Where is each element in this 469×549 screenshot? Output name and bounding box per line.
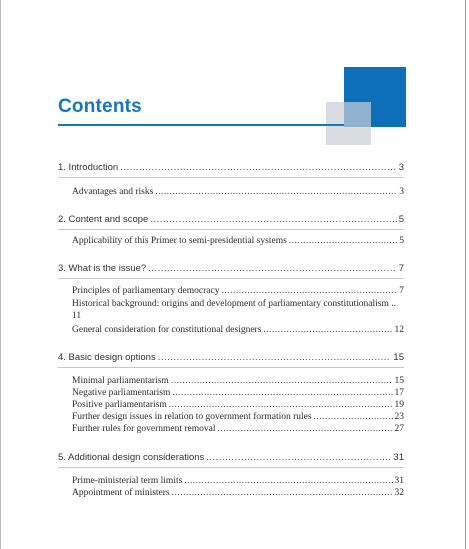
toc-item[interactable]: Prime-ministerial term limits ..... 31 [58,476,404,488]
toc-item-wrapped[interactable]: Historical background: origins and development of parliamentary constitutionalism .. 11 [72,299,396,321]
decorative-square-overlap [344,102,371,127]
toc-item[interactable]: Applicability of this Primer to semi-presidential systems ..... 5 [58,236,404,248]
toc-item[interactable]: Positive parliamentarism ..... 19 [58,400,404,412]
section-divider [58,229,404,230]
toc-heading-content-and-scope[interactable]: 2. Content and scope ..... 5 [58,214,404,226]
toc-heading-basic-design-options[interactable]: 4. Basic design options ..... 15 [58,352,404,364]
toc-item[interactable]: Further rules for government removal ..... 27 [58,424,404,436]
section-divider [58,467,404,468]
toc-item[interactable]: Further design issues in relation to government formation rules ..... 23 [58,412,404,424]
toc-item[interactable]: Appointment of ministers ..... 32 [58,488,404,500]
toc-item[interactable]: Minimal parliamentarism ..... 15 [58,376,404,388]
toc-item[interactable]: Negative parliamentarism ..... 17 [58,388,404,400]
toc-heading-introduction[interactable]: 1. Introduction ..... 3 [58,162,404,174]
toc-item[interactable]: Advantages and risks ..... 3 [58,187,404,199]
section-divider [58,367,404,368]
toc-item[interactable]: General consideration for constitutional designers ..... 12 [58,325,404,337]
toc-heading-what-is-the-issue[interactable]: 3. What is the issue? ..... 7 [58,263,404,275]
section-divider [58,278,404,279]
toc-item[interactable]: Principles of parliamentary democracy ..... 7 [58,286,404,298]
toc-heading-additional-design-considerations[interactable]: 5. Additional design considerations ..... 31 [58,452,404,464]
title-underline [58,124,344,126]
section-divider [58,177,404,178]
page-title: Contents [58,96,142,117]
